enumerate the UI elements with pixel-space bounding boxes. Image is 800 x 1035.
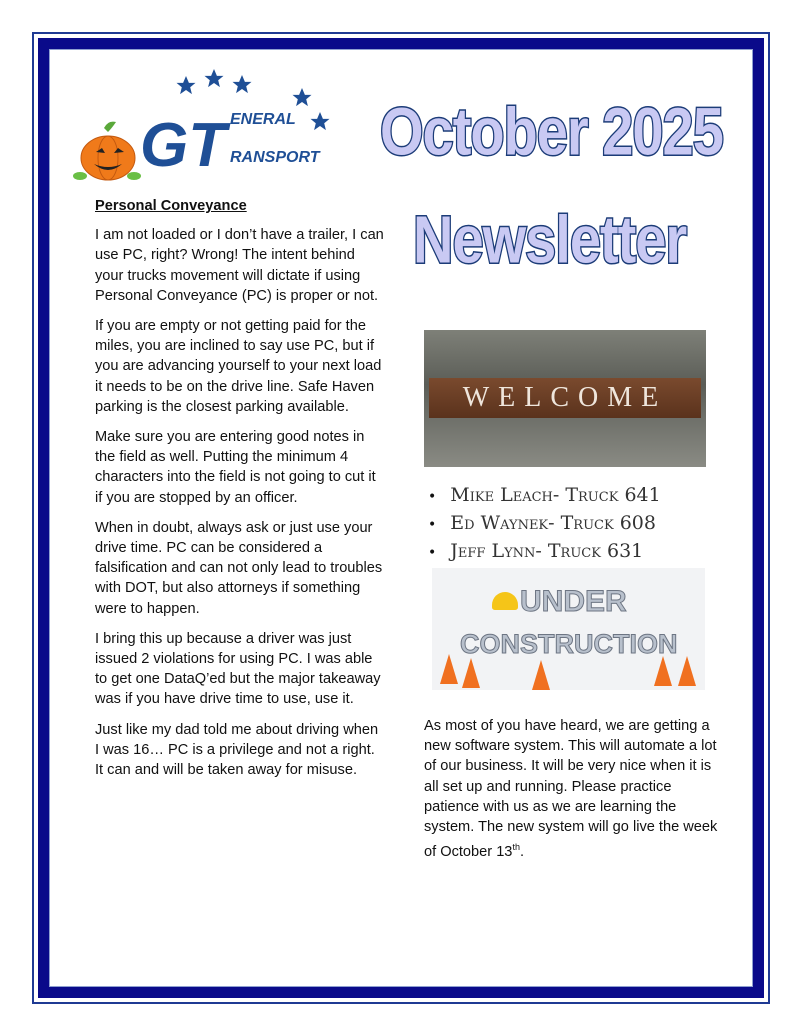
article-paragraph: If you are empty or not getting paid for the miles, you are inclined to say use PC, but if you are advancing yourself to your next load it needs to be on the drive line. Safe Haven parking is the closest parking available. xyxy=(95,318,382,415)
software-announcement xyxy=(424,716,724,862)
construction-text: CONSTRUCTION xyxy=(460,629,678,659)
company-logo xyxy=(70,66,340,194)
under-construction-image xyxy=(432,568,705,690)
under-text: UNDER xyxy=(520,585,627,618)
cone-icon xyxy=(532,660,550,690)
list-item: • Mike Leach- Truck 641 xyxy=(428,482,661,510)
article-paragraph: Make sure you are entering good notes in the field as well. Putting the minimum 4 characters into the field is not going to cut it if you are stopped by an officer. xyxy=(95,429,376,506)
article-paragraph: I bring this up because a driver was just issued 2 violations for using PC. I was able to get one DataQ’ed but the major takeaway was if you have drive time to use, use it. xyxy=(95,630,381,708)
personal-conveyance-article xyxy=(95,196,385,790)
list-item: • Jeff Lynn- Truck 631 xyxy=(428,538,661,566)
welcome-sign-image xyxy=(424,330,706,467)
announcement-end: . xyxy=(519,844,525,861)
article-paragraph: I am not loaded or I don’t have a trailer, I can use PC, right? Wrong! The intent behind your trucks movement will dictate if using Personal Conveyance (PC) is proper or not. xyxy=(95,227,384,304)
ordinal-suffix: th xyxy=(512,842,520,853)
pumpkin-icon xyxy=(73,122,141,180)
newsletter-title: Newsletter xyxy=(413,201,687,277)
list-item: • Ed Waynek- Truck 608 xyxy=(428,510,661,538)
svg-text:GT: GT xyxy=(140,111,227,180)
cone-icon xyxy=(654,656,672,686)
announcement-text: As most of you have heard, we are getting a new software system. This will automate a lot of our business. It will be very nice when it is all set up and running. Please practice patience with us as we are learning the system. The new system will go live the week of October 13 xyxy=(424,718,718,861)
svg-text:RANSPORT: RANSPORT xyxy=(230,149,320,166)
cone-icon xyxy=(462,658,480,688)
article-heading: Personal Conveyance xyxy=(95,198,247,214)
svg-text:ENERAL: ENERAL xyxy=(230,111,296,128)
article-paragraph: Just like my dad told me about driving when I was 16… PC is a privilege and not a right. It can and will be taken away for misuse. xyxy=(95,721,379,779)
article-paragraph: When in doubt, always ask or just use your drive time. PC can be considered a falsification and can not only lead to troubles with DOT, but also attorneys if something were to happen. xyxy=(95,519,383,617)
cone-icon xyxy=(678,656,696,686)
hard-hat-icon xyxy=(492,592,518,610)
newsletter-month-title: October 2025 xyxy=(380,93,723,169)
new-drivers-list xyxy=(428,482,661,566)
cone-icon xyxy=(440,654,458,684)
welcome-sign-text: WELCOME xyxy=(429,378,701,418)
